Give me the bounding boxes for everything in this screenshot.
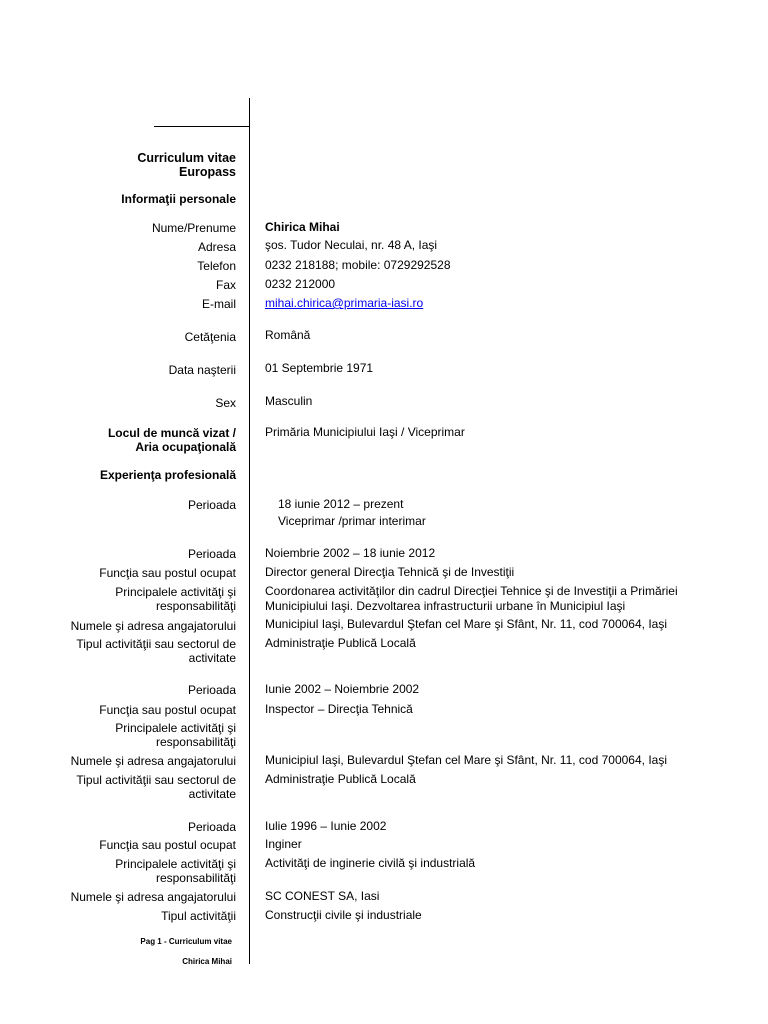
name-value: Chirica Mihai [265,220,340,234]
entry4-employer-label: Numele şi adresa angajatorului [70,890,236,904]
birth-date-label: Data naşterii [168,363,236,377]
birth-date-value: 01 Septembrie 1971 [265,361,374,375]
entry2-activities-value: Coordonarea activităţilor din cadrul Direcţiei Tehnice şi de Investiţii a Primăriei Municipiului Iaşi. Dezvoltarea infrastructurii urbane în Municipiul Iaşi [265,584,678,613]
citizenship-value: Română [265,328,311,342]
phone-value: 0232 218188; mobile: 0729292528 [265,258,451,272]
entry4-activities-label: Principalele activităţi şi responsabilităţi [115,857,236,885]
entry4-period-value: Iulie 1996 – Iunie 2002 [265,819,387,833]
entry3-period-value: Iunie 2002 – Noiembrie 2002 [265,682,420,696]
entry3-sector-label: Tipul activităţii sau sectorul de activitate [76,773,236,801]
entry1-period-label: Perioada [187,498,236,512]
personal-info-heading: Informaţii personale [121,192,236,206]
entry2-sector-value: Administraţie Publică Locală [265,636,416,650]
footer-name: Chirica Mihai [182,957,232,966]
sex-value: Masculin [265,394,313,408]
email-label: E-mail [201,297,236,311]
desired-job-label [108,426,236,454]
entry4-position-value: Inginer [265,837,302,851]
desired-job-value: Primăria Municipiului Iaşi / Viceprimar [265,425,465,439]
entry4-position-label: Funcţia sau postul ocupat [99,838,236,852]
cv-title-line1: Curriculum vitae [137,151,236,165]
desired-job-label-line2: Aria ocupaţională [135,440,236,454]
column-divider [249,98,250,964]
sex-label: Sex [215,396,236,410]
entry2-activities-label: Principalele activităţi şi responsabilităţi [115,585,236,613]
entry1-position-value: Viceprimar /primar interimar [278,514,426,528]
entry2-employer-label: Numele şi adresa angajatorului [70,619,236,633]
cv-title [137,151,236,179]
desired-job-label-line1: Locul de muncă vizat / [107,426,236,440]
footer-page-label: Pag 1 - Curriculum vitae [140,937,232,946]
entry2-period-value: Noiembrie 2002 – 18 iunie 2012 [265,546,436,560]
header-rule [154,126,249,127]
entry3-position-value: Inspector – Direcţia Tehnică [265,702,413,716]
email-value[interactable] [265,296,423,311]
entry2-employer-value: Municipiul Iaşi, Bulevardul Ştefan cel Mare şi Sfânt, Nr. 11, cod 700064, Iaşi [265,617,667,631]
entry1-period-value: 18 iunie 2012 – prezent [278,497,404,511]
email-link[interactable]: mihai.chirica@primaria-iasi.ro [265,296,424,310]
entry4-period-label: Perioada [187,820,236,834]
entry3-sector-value: Administraţie Publică Locală [265,772,416,786]
cv-title-line2: Europass [179,165,236,179]
experience-heading: Experienţa profesională [99,468,236,482]
entry2-position-label: Funcţia sau postul ocupat [99,566,236,580]
fax-label: Fax [215,278,236,292]
address-label: Adresa [197,240,236,254]
entry4-employer-value: SC CONEST SA, Iasi [265,889,380,903]
entry4-activities-value: Activităţi de inginerie civilă şi industrială [265,856,476,870]
address-value: şos. Tudor Neculai, nr. 48 A, Iaşi [265,238,438,252]
entry3-employer-label: Numele şi adresa angajatorului [70,754,236,768]
entry3-employer-value: Municipiul Iaşi, Bulevardul Ştefan cel Mare şi Sfânt, Nr. 11, cod 700064, Iaşi [265,753,667,767]
citizenship-label: Cetăţenia [184,330,236,344]
entry4-sector-value: Construcţii civile şi industriale [265,908,422,922]
entry2-sector-label: Tipul activităţii sau sectorul de activitate [76,637,236,665]
entry2-position-value: Director general Direcţia Tehnică şi de Investiţii [265,565,515,579]
fax-value: 0232 212000 [265,277,336,291]
entry2-period-label: Perioada [187,547,236,561]
entry4-sector-label: Tipul activităţii [161,909,236,923]
entry3-position-label: Funcţia sau postul ocupat [99,703,236,717]
entry3-period-label: Perioada [187,683,236,697]
name-label: Nume/Prenume [151,221,236,235]
entry3-activities-label: Principalele activităţi şi responsabilităţi [115,721,236,749]
phone-label: Telefon [197,259,236,273]
